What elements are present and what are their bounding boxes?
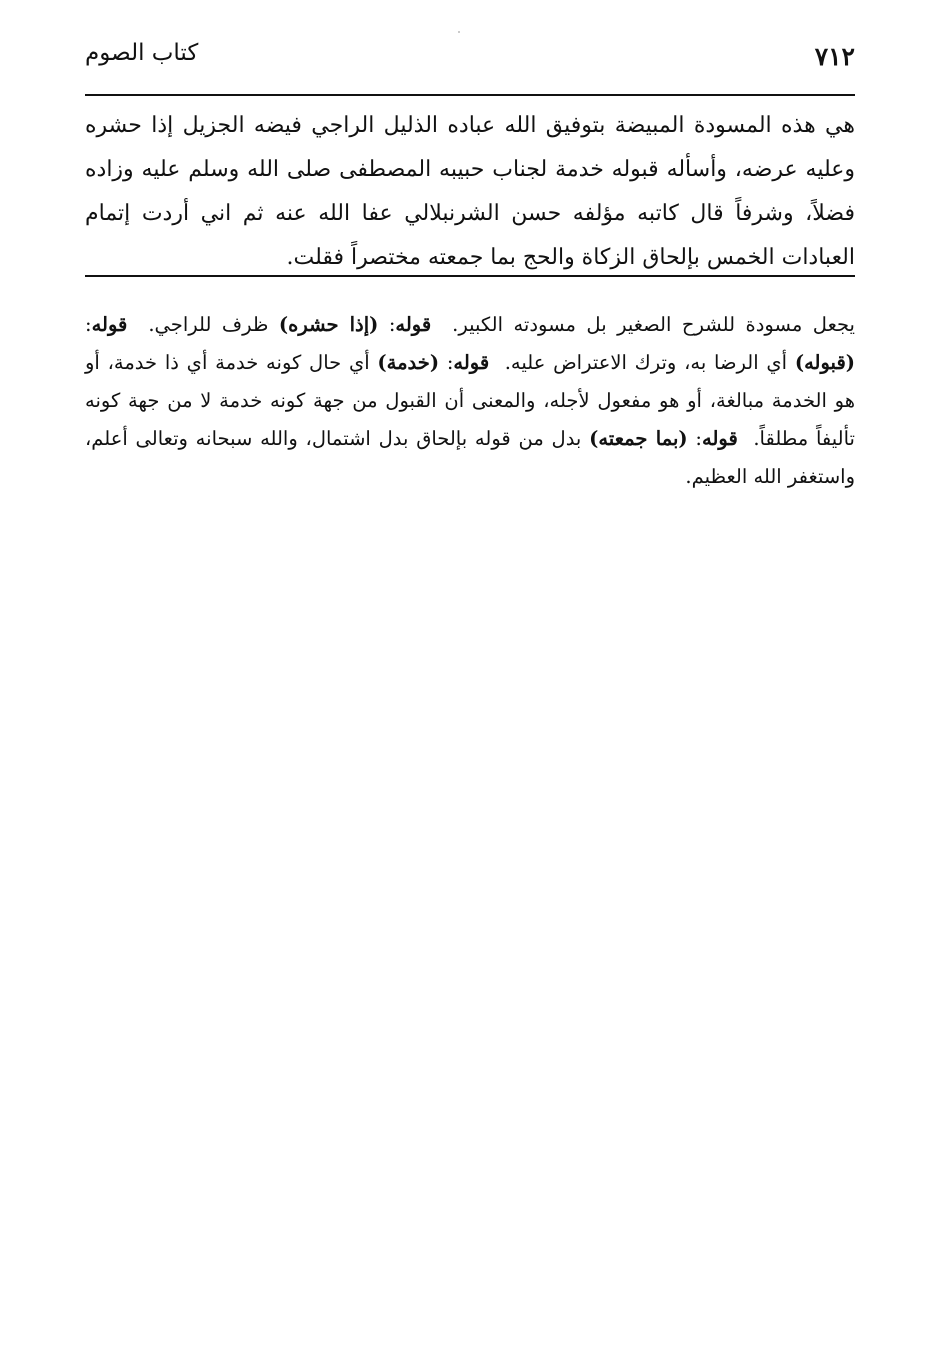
commentary-lemma: (إذا حشره) <box>278 313 379 336</box>
commentary-lemma: (قبوله) <box>794 351 855 374</box>
running-head <box>85 40 855 80</box>
commentary-segment: يجعل مسودة للشرح الصغير بل مسودته الكبير. <box>452 313 855 336</box>
commentary-segment: أي الرضا به، وترك الاعتراض عليه. <box>504 351 788 374</box>
commentary-segment: بدل من قوله بإلحاق بدل اشتمال، والله سبحانه وتعالى أعلم، واستغفر الله العظيم. <box>85 427 855 488</box>
commentary-text: يجعل مسودة للشرح الصغير بل مسودته الكبير. قوله: (إذا حشره) ظرف للراجي. قوله: (قبوله) أي الرضا به، وترك الاعتراض عليه. قوله: (خدمة) أي حال كونه خدمة أي ذا خدمة، أو هو الخدمة مبالغة، أو هو مفعول لأجله، والمعنى أن القبول من جهة كونه خدمة لا من جهة كونه تأليفاً مطلقاً. قوله: (بما جمعته) بدل من قوله بإلحاق بدل اشتمال، والله سبحانه وتعالى أعلم، واستغفر الله العظيم. <box>85 313 855 488</box>
book-title: كتاب الصوم <box>85 40 199 66</box>
main-text: هي هذه المسودة المبيضة بتوفيق الله عباده الذليل الراجي فيضه الجزيل إذا حشره وعليه عرضه، وأسأله قبوله خدمة لجناب حبيبه المصطفى صلى الله وسلم عليه وزاده فضلاً، وشرفاً قال كاتبه مؤلفه حسن الشرنبلالي عفا الله عنه ثم اني أردت إتمام العبادات الخمس بإلحاق الزكاة والحج بما جمعته مختصراً فقلت. <box>85 113 855 270</box>
commentary-marker: قوله <box>453 351 490 374</box>
commentary-marker: قوله <box>395 313 432 336</box>
commentary-separator-rule <box>85 275 855 277</box>
commentary-lemma: (خدمة) <box>377 351 440 374</box>
page-number: ٧١٢ <box>814 42 855 71</box>
commentary-marker: قوله <box>91 313 128 336</box>
commentary-segment: ظرف للراجي. <box>148 313 269 336</box>
commentary-lemma: (بما جمعته) <box>589 427 688 450</box>
header-rule <box>85 94 855 96</box>
commentary-segment: أي حال كونه خدمة أي ذا خدمة، أو هو الخدمة مبالغة، أو هو مفعول لأجله، والمعنى أن القبول من جهة كونه خدمة لا من جهة كونه تأليفاً مطلقاً. <box>85 351 855 450</box>
commentary-marker: قوله <box>702 427 738 450</box>
scan-speck <box>458 31 460 33</box>
